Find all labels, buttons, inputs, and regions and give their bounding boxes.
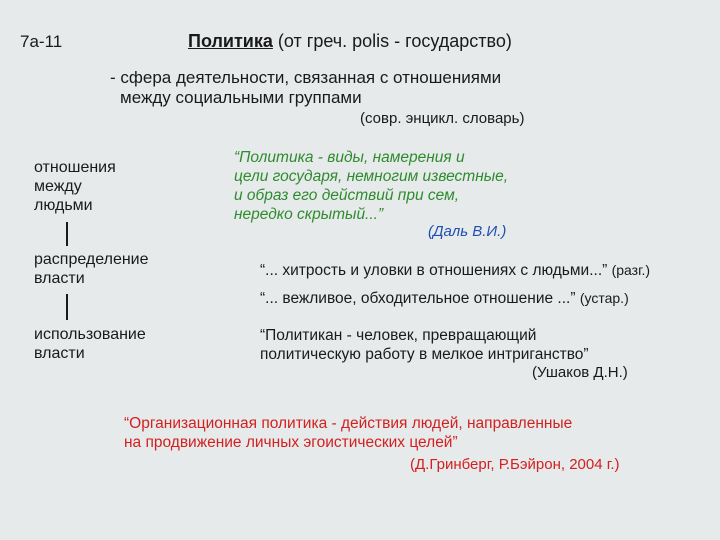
- dal-quote: [234, 148, 508, 224]
- left-item-line: использование: [34, 326, 146, 343]
- quote-line: “Политикан - человек, превращающий: [260, 327, 537, 344]
- quote-polite: [260, 290, 629, 308]
- org-quote-line: на продвижение личных эгоистических целей”: [124, 434, 458, 451]
- definition-line-1: - сфера деятельности, связанная с отношениями: [110, 68, 502, 87]
- left-item-distribution: [34, 250, 149, 288]
- quote-politician: [260, 326, 589, 364]
- left-item-line: власти: [34, 270, 85, 287]
- org-source: (Д.Гринберг, Р.Бэйрон, 2004 г.): [410, 456, 620, 473]
- quote-cunning: [260, 262, 650, 280]
- quote-line: политическую работу в мелкое интриганство”: [260, 346, 589, 363]
- quote-text: “... хитрость и уловки в отношениях с людьми...”: [260, 262, 608, 279]
- dal-quote-line: нередко скрытый...”: [234, 206, 384, 223]
- quote-note: (устар.): [579, 290, 629, 306]
- definition: [110, 68, 501, 108]
- left-item-use: [34, 325, 146, 363]
- dal-quote-line: “Политика - виды, намерения и: [234, 149, 465, 166]
- dal-quote-line: цели государя, немногим известные,: [234, 168, 509, 185]
- title-main: Политика: [188, 31, 273, 51]
- quote-text: “... вежливое, обходительное отношение ...”: [260, 290, 576, 307]
- connector-line: [66, 294, 68, 320]
- org-quote: [124, 414, 572, 452]
- org-quote-line: “Организационная политика - действия людей, направленные: [124, 415, 573, 432]
- left-item-line: между: [34, 178, 82, 195]
- dal-source: (Даль В.И.): [428, 223, 507, 240]
- title-rest: (от греч. polis - государство): [277, 31, 512, 51]
- page-title: [188, 31, 512, 52]
- dal-quote-line: и образ его действий при сем,: [234, 187, 460, 204]
- slide-id: 7а-11: [20, 32, 63, 51]
- connector-line: [66, 222, 68, 246]
- quote-note: (разг.): [611, 262, 651, 278]
- definition-source: (совр. энцикл. словарь): [360, 110, 525, 127]
- left-item-relations: [34, 158, 116, 215]
- left-item-line: распределение: [34, 251, 149, 268]
- ushakov-source: (Ушаков Д.Н.): [532, 364, 628, 381]
- left-item-line: людьми: [34, 197, 93, 214]
- left-item-line: власти: [34, 345, 85, 362]
- left-item-line: отношения: [34, 159, 116, 176]
- definition-line-2: между социальными группами: [120, 88, 362, 107]
